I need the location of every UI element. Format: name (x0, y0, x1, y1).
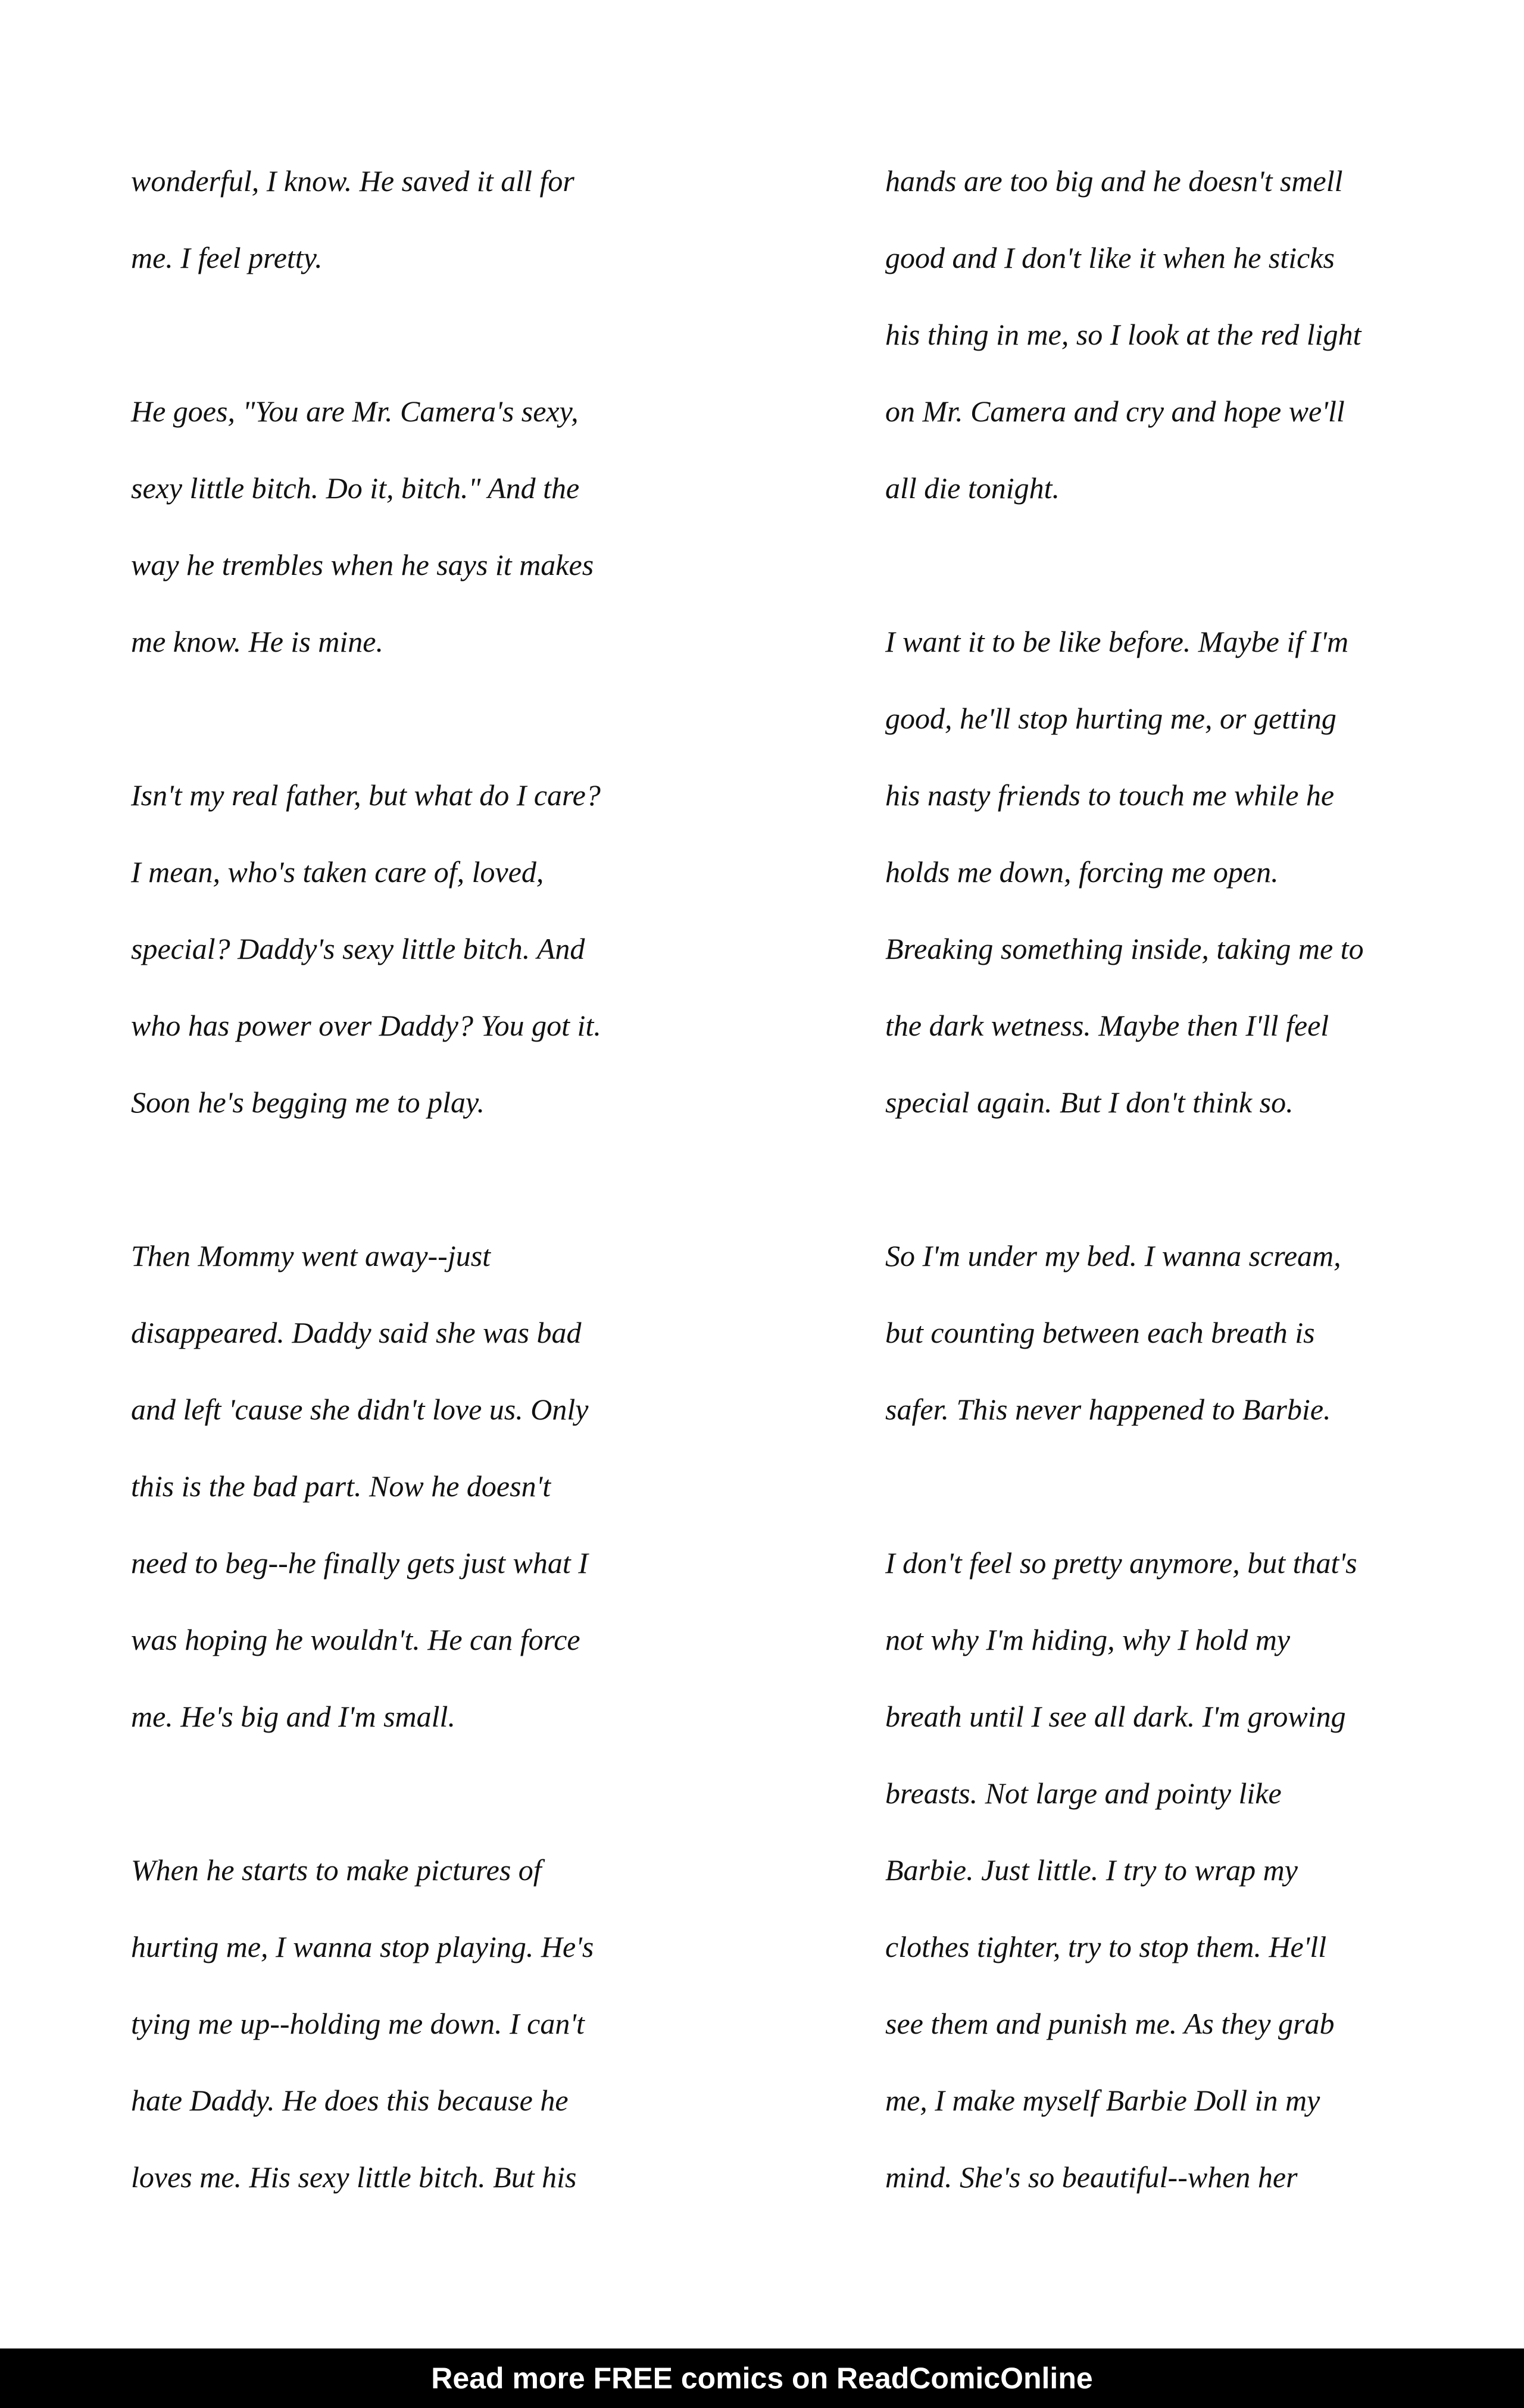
text-line: see them and punish me. As they grab (885, 2007, 1335, 2040)
text-line: clothes tighter, try to stop them. He'll (885, 1930, 1327, 1963)
paragraph-gap (131, 680, 685, 757)
text-line: me. He's big and I'm small. (131, 1700, 455, 1733)
text-line: was hoping he wouldn't. He can force (131, 1623, 580, 1656)
text-line: good, he'll stop hurting me, or getting (885, 702, 1336, 735)
left-text-column (131, 143, 685, 2216)
text-line: I want it to be like before. Maybe if I'm (885, 625, 1349, 658)
paragraph-gap (131, 1755, 685, 1832)
text-line: He goes, "You are Mr. Camera's sexy, (131, 395, 579, 428)
text-line: I mean, who's taken care of, loved, (131, 855, 544, 889)
text-line: his nasty friends to touch me while he (885, 778, 1335, 812)
paragraph-gap (131, 296, 685, 373)
text-line: holds me down, forcing me open. (885, 855, 1279, 889)
text-line: tying me up--holding me down. I can't (131, 2007, 585, 2040)
text-line: hurting me, I wanna stop playing. He's (131, 1930, 594, 1963)
text-line: me know. He is mine. (131, 625, 383, 658)
text-line: breath until I see all dark. I'm growing (885, 1700, 1346, 1733)
text-line: the dark wetness. Maybe then I'll feel (885, 1009, 1329, 1042)
text-line: breasts. Not large and pointy like (885, 1777, 1282, 1810)
text-line: So I'm under my bed. I wanna scream, (885, 1239, 1341, 1272)
text-line: Barbie. Just little. I try to wrap my (885, 1853, 1298, 1887)
text-line: me. I feel pretty. (131, 241, 323, 274)
text-line: special? Daddy's sexy little bitch. And (131, 932, 585, 965)
text-line: sexy little bitch. Do it, bitch." And the (131, 471, 580, 505)
paragraph-gap (885, 1448, 1439, 1525)
text-line: disappeared. Daddy said she was bad (131, 1316, 582, 1349)
text-line: need to beg--he finally gets just what I (131, 1546, 588, 1580)
text-line: Breaking something inside, taking me to (885, 932, 1364, 965)
text-line: this is the bad part. Now he doesn't (131, 1469, 551, 1503)
text-line: When he starts to make pictures of (131, 1853, 542, 1887)
text-line: mind. She's so beautiful--when her (885, 2160, 1298, 2194)
text-line: hate Daddy. He does this because he (131, 2084, 569, 2117)
text-line: not why I'm hiding, why I hold my (885, 1623, 1291, 1656)
paragraph-gap (885, 527, 1439, 603)
text-line: special again. But I don't think so. (885, 1086, 1294, 1119)
text-line: me, I make myself Barbie Doll in my (885, 2084, 1320, 2117)
text-line: loves me. His sexy little bitch. But his (131, 2160, 577, 2194)
text-line: I don't feel so pretty anymore, but that's (885, 1546, 1357, 1580)
text-line: way he trembles when he says it makes (131, 548, 594, 581)
footer-banner (0, 2348, 1524, 2408)
text-line: safer. This never happened to Barbie. (885, 1393, 1331, 1426)
text-line: good and I don't like it when he sticks (885, 241, 1335, 274)
text-line: who has power over Daddy? You got it. (131, 1009, 601, 1042)
text-line: and left 'cause she didn't love us. Only (131, 1393, 589, 1426)
right-text-column (885, 143, 1439, 2216)
text-line: hands are too big and he doesn't smell (885, 164, 1343, 198)
text-line: Then Mommy went away--just (131, 1239, 491, 1272)
paragraph-gap (131, 1141, 685, 1218)
text-line: all die tonight. (885, 471, 1060, 505)
text-line: but counting between each breath is (885, 1316, 1315, 1349)
footer-link[interactable]: Read more FREE comics on ReadComicOnline (431, 2362, 1093, 2395)
text-line: Isn't my real father, but what do I care? (131, 778, 601, 812)
text-line: his thing in me, so I look at the red light (885, 318, 1361, 351)
text-line: on Mr. Camera and cry and hope we'll (885, 395, 1345, 428)
text-line: Soon he's begging me to play. (131, 1086, 485, 1119)
paragraph-gap (885, 1141, 1439, 1218)
text-line: wonderful, I know. He saved it all for (131, 164, 574, 198)
